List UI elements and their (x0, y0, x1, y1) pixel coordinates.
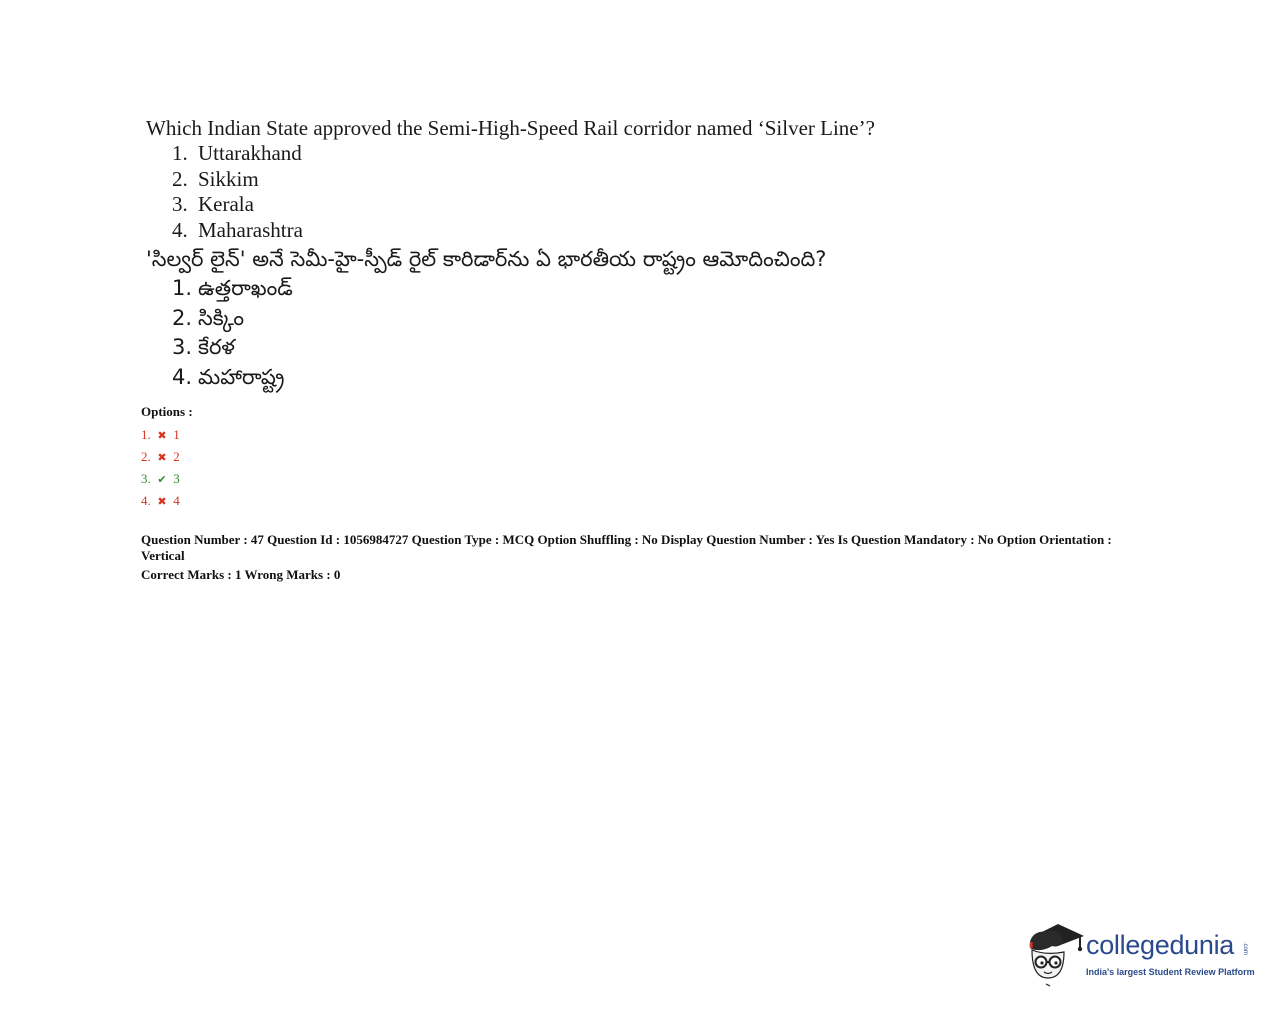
choice-item (146, 218, 875, 244)
option-row (141, 446, 193, 468)
choice-number: 1. (172, 276, 193, 300)
cross-icon: ✖ (157, 429, 167, 442)
choice-text: Sikkim (198, 166, 259, 191)
choice-number: 1. (172, 141, 188, 165)
option-value: 1 (173, 427, 180, 442)
choice-item (146, 304, 826, 334)
choice-item (146, 274, 826, 304)
option-value: 3 (173, 471, 180, 486)
choice-text: Kerala (198, 192, 254, 216)
question-telugu (146, 244, 826, 392)
option-value: 2 (173, 449, 180, 464)
options-label: Options : (141, 404, 193, 419)
choice-number: 2. (172, 166, 188, 191)
choice-item (146, 363, 826, 393)
choice-number: 3. (172, 335, 193, 359)
option-row (141, 468, 193, 490)
option-value: 4 (173, 493, 180, 508)
option-row (141, 490, 193, 512)
choice-text: ఉత్తరాఖండ్ (198, 276, 293, 300)
choice-text: కేరళ (198, 335, 235, 359)
choice-list-telugu (146, 274, 826, 392)
question-metadata (141, 532, 1131, 583)
marks-info: Correct Marks : 1 Wrong Marks : 0 (141, 567, 341, 582)
choice-number: 4. (172, 217, 188, 242)
question-details: Question Number : 47 Question Id : 1056984727 Question Type : MCQ Option Shuffling : No Display Question Number : Yes Is Question Mandatory : No Option Orientation : Vertical (141, 532, 1112, 563)
option-number: 3. (141, 471, 151, 486)
cross-icon: ✖ (157, 495, 167, 508)
option-number: 2. (141, 449, 151, 464)
mascot-icon (1024, 918, 1086, 990)
option-row (141, 424, 193, 446)
question-title-telugu: 'సిల్వర్ లైన్' అనే సెమీ-హై-స్పీడ్ రైల్ కారిడార్‌ను ఏ భారతీయ రాష్ట్రం ఆమోదించింది? (146, 247, 827, 271)
choice-number: 4. (172, 364, 193, 389)
choice-text: Uttarakhand (198, 141, 302, 165)
choice-item (146, 167, 875, 193)
choice-item (146, 333, 826, 363)
choice-item (146, 192, 875, 218)
question-title-english: Which Indian State approved the Semi-High-Speed Rail corridor named ‘Silver Line’? (146, 116, 875, 140)
question-english (146, 115, 875, 243)
choice-number: 3. (172, 192, 188, 216)
collegedunia-logo (1024, 918, 1256, 990)
answer-options (141, 403, 193, 512)
choice-text: సిక్కిం (198, 305, 244, 330)
brand-domain: .com (1242, 942, 1248, 956)
checkmark-icon: ✔ (157, 473, 167, 486)
choice-list-english (146, 141, 875, 243)
option-number: 1. (141, 427, 151, 442)
brand-name: collegedunia (1086, 930, 1235, 960)
brand-tagline: India's largest Student Review Platform (1086, 967, 1255, 977)
choice-text: మహారాష్ట్ర (198, 364, 285, 389)
choice-number: 2. (172, 305, 193, 330)
option-number: 4. (141, 493, 151, 508)
choice-text: Maharashtra (198, 217, 303, 242)
cross-icon: ✖ (157, 451, 167, 464)
choice-item (146, 141, 875, 167)
